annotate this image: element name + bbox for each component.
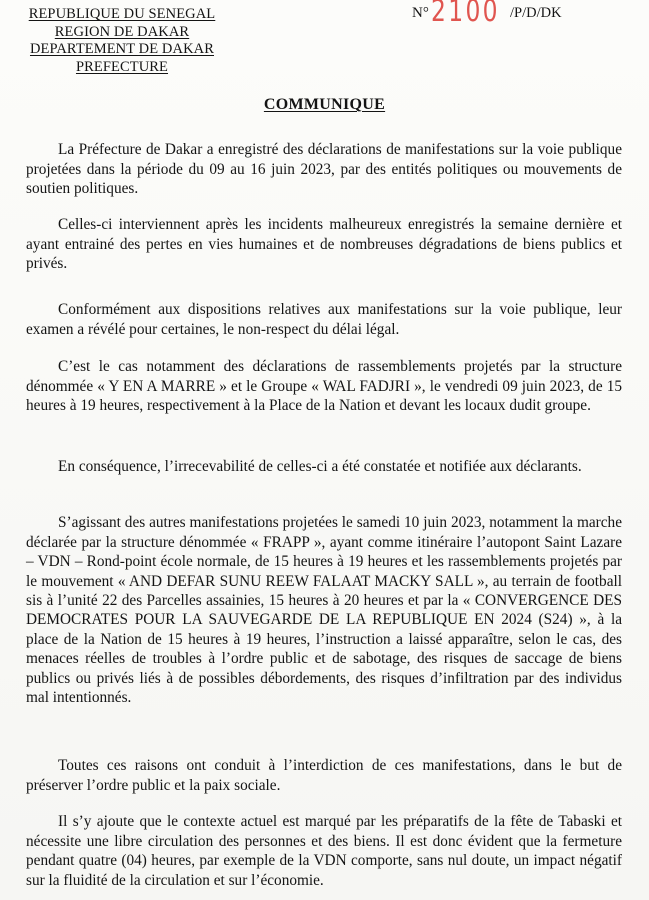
issuer-header bbox=[22, 6, 222, 76]
reference-suffix: /P/D/DK bbox=[510, 5, 562, 21]
paragraph-1: La Préfecture de Dakar a enregistré des déclarations de manifestations sur la voie publique projetées dans la période du 09 au 16 juin 2023, par des entités politiques ou mouvements de soutien politiques. bbox=[26, 141, 622, 198]
paragraph-7: Toutes ces raisons ont conduit à l’interdiction de ces manifestations, dans le but de préserver l’ordre public et la paix sociale. bbox=[26, 757, 622, 794]
header-line-region: REGION DE DAKAR bbox=[54, 23, 190, 40]
paragraph-3: Conformément aux dispositions relatives aux manifestations sur la voie publique, leur examen a révélé pour certaines, le non-respect du délai légal. bbox=[26, 301, 622, 338]
reference-stamped-number: 2100 bbox=[431, 0, 500, 29]
header-line-department: DEPARTEMENT DE DAKAR bbox=[29, 41, 214, 57]
paragraph-8: Il s’y ajoute que le contexte actuel est marqué par les préparatifs de la fête de Tabaski et nécessite une libre circulation des personnes et des biens. Il est donc évident que la fermeture pendant quatre (04) heures, par exemple de la VDN comporte, sans nul doute, un impact négatif sur la fluidité de la circulation et sur l’économie. bbox=[26, 813, 622, 889]
document-title: COMMUNIQUE bbox=[263, 96, 386, 113]
header-line-country: REPUBLIQUE DU SENEGAL bbox=[28, 6, 216, 22]
paragraph-6: S’agissant des autres manifestations projetées le samedi 10 juin 2023, notamment la marche déclarée par la structure dénommée « FRAPP », ayant comme itinéraire l’autopont Saint Lazare – VDN – Rond-point école normale, de 15 heures à 19 heures et les rassemblements projetés par le mouvement « AND DEFAR SUNU REEW FALAAT MACKY SALL », au terrain de football sis à l’unité 22 des Parcelles assainies, 15 heures à 20 heures et par la « CONVERGENCE DES DEMOCRATES POUR LA SAUVEGARDE DE LA REPUBLIQUE EN 2024 (S24) », à la place de la Nation de 15 heures à 19 heures, l’instruction a laissé apparaître, selon le cas, des menaces réelles de troubles à l’ordre public et de sabotage, des risques de saccage de biens publics ou privés liés à de possibles débordements, des risques d’infiltration par des individus mal intentionnés. bbox=[26, 514, 622, 706]
paragraph-5: En conséquence, l’irrecevabilité de celles-ci a été constatée et notifiée aux déclarants. bbox=[58, 458, 582, 476]
paragraph-4: C’est le cas notamment des déclarations de rassemblements projetés par la structure dénommée « Y EN A MARRE » et le Groupe « WAL FADJRI », le vendredi 09 juin 2023, de 15 heures à 19 heures, respectivement à la Place de la Nation et devant les locaux dudit groupe. bbox=[26, 358, 622, 415]
paragraph-2: Celles-ci interviennent après les incidents malheureux enregistrés la semaine dernière et ayant entrainé des pertes en vies humaines et de nombreuses dégradations de biens publics et privés. bbox=[26, 216, 622, 273]
reference-prefix: N° bbox=[412, 5, 429, 21]
header-line-prefecture: PREFECTURE bbox=[75, 58, 169, 75]
